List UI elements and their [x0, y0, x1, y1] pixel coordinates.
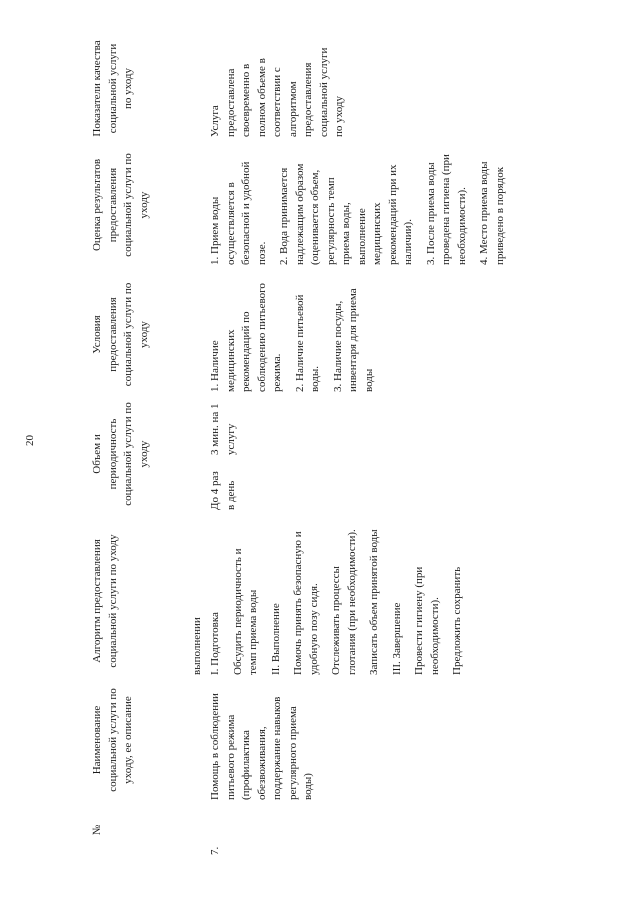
algorithm-step: Провести гигиену (при необходимости). [413, 566, 441, 675]
header-volume: Объем и периодичность социальной услуги по уходу [91, 402, 150, 506]
algorithm-step: I. Подготовка [209, 612, 221, 675]
header-num: № [91, 824, 103, 836]
row-number: 7. [209, 846, 221, 855]
continuation-text: выполнении [191, 617, 203, 675]
condition-item: 3. Наличие посуды, инвентаря для приема воды [331, 288, 375, 392]
header-name: Наименование социальной услуги по уходу, ее описание [91, 688, 134, 792]
header-conditions: Условия предоставления социальной услуги по уходу [91, 282, 150, 387]
algorithm-step: III. Завершение [390, 602, 403, 675]
page-number: 20 [24, 435, 36, 446]
algorithm-step: Отслеживать процессы глотания (при необходимости). [330, 529, 358, 675]
condition-item: 1. Наличие медицинских рекомендаций по соблюдению питьевого режима. [209, 283, 283, 392]
header-quality: Показатели качества социальной услуги по уходу [91, 40, 134, 137]
evaluation-item: 1. Прием воды осуществляется в безопасной и удобной позе. [209, 161, 268, 265]
volume-frequency: До 4 раз в день [209, 471, 237, 510]
service-name: Помощь в соблюдении питьевого режима (профилактика обезвоживания, поддержание навыков регулярного приема воды) [209, 693, 314, 800]
evaluation-item: 2. Вода принимается надлежащим образом (оценивается объем, регулярность темп приема воды, выполнение медицинских рекомендаций при их наличии). [278, 163, 414, 265]
quality-indicator: Услуга предоставлена своевременно в полном объеме в соответствии с алгоритмом предоставления социальной услуги по уходу [209, 47, 345, 137]
volume-time: 3 мин. на 1 услугу [209, 403, 237, 455]
algorithm-step: II. Выполнение [269, 603, 282, 675]
evaluation-list [208, 145, 515, 265]
algorithm-steps [208, 527, 473, 675]
algorithm-step: Записать объем принятой воды [368, 529, 380, 675]
rotated-table [90, 40, 630, 855]
evaluation-item: 4. Место приема воды приведено в порядок [478, 161, 506, 265]
evaluation-item: 3. После приема воды проведена гигиена (при необходимости). [424, 154, 468, 265]
conditions-list [208, 277, 384, 392]
condition-item: 2. Наличие питьевой воды. [293, 294, 321, 392]
algorithm-step: Предложить сохранить [451, 566, 463, 675]
header-algorithm: Алгоритм предоставления социальной услуги по уходу [91, 534, 119, 668]
algorithm-step: Обсудить периодичность и темп приема воды [231, 548, 259, 675]
header-evaluation: Оценка результатов предоставления социальной услуги по уходу [91, 153, 150, 257]
algorithm-step: Помочь принять безопасную и удобную позу сидя. [292, 531, 320, 675]
